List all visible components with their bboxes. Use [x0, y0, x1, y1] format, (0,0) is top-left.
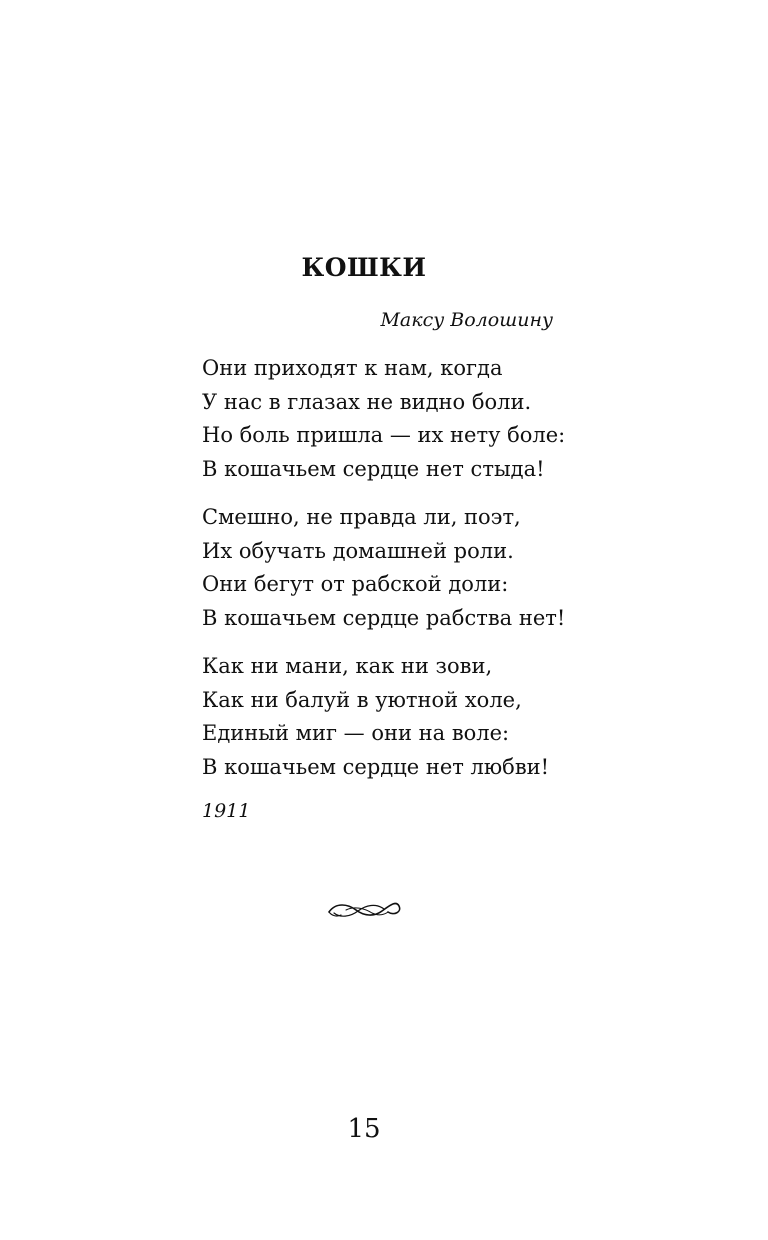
poem-line: Они бегут от рабской доли:: [202, 572, 509, 596]
poem-line: Смешно, не правда ли, поэт,: [202, 505, 521, 529]
poem-body: [202, 352, 722, 823]
poem-title: КОШКИ: [301, 253, 427, 282]
poem-line: Они приходят к нам, когда: [202, 356, 503, 380]
poem-line: Единый миг — они на воле:: [202, 721, 510, 745]
stanza-2: [202, 501, 722, 635]
poem-line: В кошачьем сердце нет стыда!: [202, 456, 545, 481]
stanza-1: [202, 352, 722, 486]
poem-year: 1911: [202, 800, 251, 822]
poem-line: Как ни мани, как ни зови,: [202, 654, 493, 678]
poem-line: У нас в глазах не видно боли.: [202, 389, 532, 414]
flourish-ornament-icon: [326, 897, 402, 923]
dedication: Максу Волошину: [380, 309, 553, 331]
poem-line: В кошачьем сердце нет любви!: [202, 754, 550, 779]
poem-line: В кошачьем сердце рабства нет!: [202, 605, 566, 630]
poem-line: Их обучать домашней роли.: [202, 538, 514, 563]
stanza-3: [202, 650, 722, 784]
page-number: 15: [347, 1114, 381, 1144]
poem-line: Как ни балуй в уютной холе,: [202, 687, 522, 712]
poem-line: Но боль пришла — их нету боле:: [202, 423, 566, 447]
